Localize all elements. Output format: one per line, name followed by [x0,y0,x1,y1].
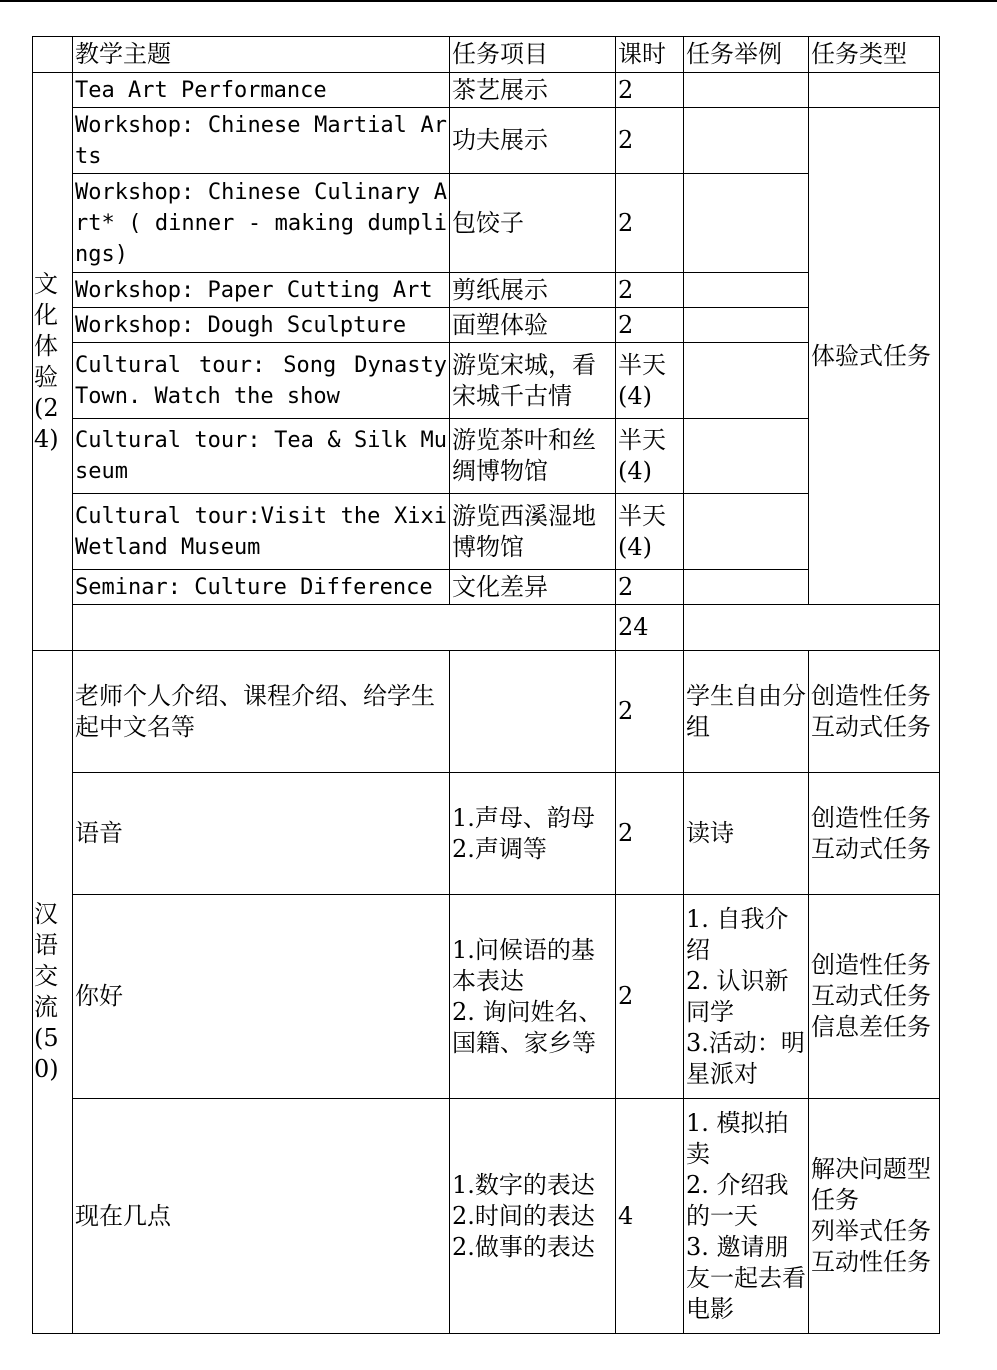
example-cell [684,494,809,570]
theme-cell: Workshop: Chinese Culinary Art* ( dinner - making dumplings) [73,174,450,273]
hours-cell: 半天(4) [616,494,684,570]
hours-cell: 2 [616,773,684,895]
hours-cell: 半天(4) [616,343,684,419]
type-cell-empty [809,73,940,108]
header-row [33,37,940,73]
table-row [33,174,940,273]
table-row [33,73,940,108]
header-type: 任务类型 [809,37,940,73]
example-cell [684,419,809,494]
category-chinese: 汉语交流(50) [33,651,73,1334]
type-cell: 创造性任务 互动式任务 信息差任务 [809,895,940,1099]
theme-cell: Cultural tour:Visit the Xixi Wetland Museum [73,494,450,570]
task-item-cell: 文化差异 [450,570,616,605]
task-item-cell: 游览西溪湿地博物馆 [450,494,616,570]
theme-cell: 你好 [73,895,450,1099]
example-cell [684,174,809,273]
task-item-cell: 茶艺展示 [450,73,616,108]
table-row [33,343,940,419]
type-cell-culture: 体验式任务 [809,108,940,605]
category-culture: 文化体验(24) [33,73,73,651]
example-cell: 学生自由分组 [684,651,809,773]
table-row [33,651,940,773]
theme-cell: Workshop: Dough Sculpture [73,308,450,343]
table-row [33,895,940,1099]
hours-cell: 2 [616,651,684,773]
example-cell: 读诗 [684,773,809,895]
table-row [33,273,940,308]
table-row [33,773,940,895]
type-cell: 创造性任务 互动式任务 [809,773,940,895]
theme-cell: Cultural tour: Song Dynasty Town. Watch the show [73,343,450,419]
theme-cell: Seminar: Culture Difference [73,570,450,605]
hours-cell: 2 [616,570,684,605]
theme-cell: Workshop: Chinese Martial Arts [73,108,450,174]
theme-cell: Tea Art Performance [73,73,450,108]
example-cell [684,308,809,343]
example-cell: 1. 模拟拍卖 2. 介绍我的一天 3. 邀请朋友一起去看电影 [684,1099,809,1334]
task-item-cell [450,651,616,773]
example-cell [684,570,809,605]
hours-cell: 2 [616,895,684,1099]
task-item-cell: 面塑体验 [450,308,616,343]
table-row [33,419,940,494]
task-item-cell: 游览宋城，看宋城千古情 [450,343,616,419]
example-cell [684,73,809,108]
hours-cell: 半天(4) [616,419,684,494]
theme-cell: Cultural tour: Tea & Silk Museum [73,419,450,494]
example-cell: 1. 自我介绍 2. 认识新同学 3.活动：明星派对 [684,895,809,1099]
theme-cell: 语音 [73,773,450,895]
total-row [33,605,940,651]
page-top-border [0,0,997,2]
theme-cell: 现在几点 [73,1099,450,1334]
task-item-cell: 1.声母、韵母 2.声调等 [450,773,616,895]
total-label-cell [73,605,616,651]
task-item-cell: 剪纸展示 [450,273,616,308]
task-item-cell: 包饺子 [450,174,616,273]
hours-cell: 2 [616,174,684,273]
task-item-cell: 1.问候语的基本表达 2. 询问姓名、国籍、家乡等 [450,895,616,1099]
theme-cell: 老师个人介绍、课程介绍、给学生起中文名等 [73,651,450,773]
hours-cell: 2 [616,73,684,108]
table-row [33,108,940,174]
course-table [32,36,940,1334]
total-empty-cell [684,605,940,651]
hours-cell: 4 [616,1099,684,1334]
table-row [33,494,940,570]
type-cell: 创造性任务 互动式任务 [809,651,940,773]
theme-cell: Workshop: Paper Cutting Art [73,273,450,308]
header-example: 任务举例 [684,37,809,73]
task-item-cell: 游览茶叶和丝绸博物馆 [450,419,616,494]
example-cell [684,273,809,308]
task-item-cell: 功夫展示 [450,108,616,174]
hours-cell: 2 [616,308,684,343]
table-row [33,308,940,343]
table-row [33,570,940,605]
task-item-cell: 1.数字的表达 2.时间的表达 2.做事的表达 [450,1099,616,1334]
example-cell [684,108,809,174]
hours-cell: 2 [616,108,684,174]
hours-cell: 2 [616,273,684,308]
header-theme: 教学主题 [73,37,450,73]
type-cell: 解决问题型任务 列举式任务 互动性任务 [809,1099,940,1334]
header-empty-cell [33,37,73,73]
example-cell [684,343,809,419]
header-task-item: 任务项目 [450,37,616,73]
header-hours: 课时 [616,37,684,73]
total-hours: 24 [616,605,684,651]
table-row [33,1099,940,1334]
